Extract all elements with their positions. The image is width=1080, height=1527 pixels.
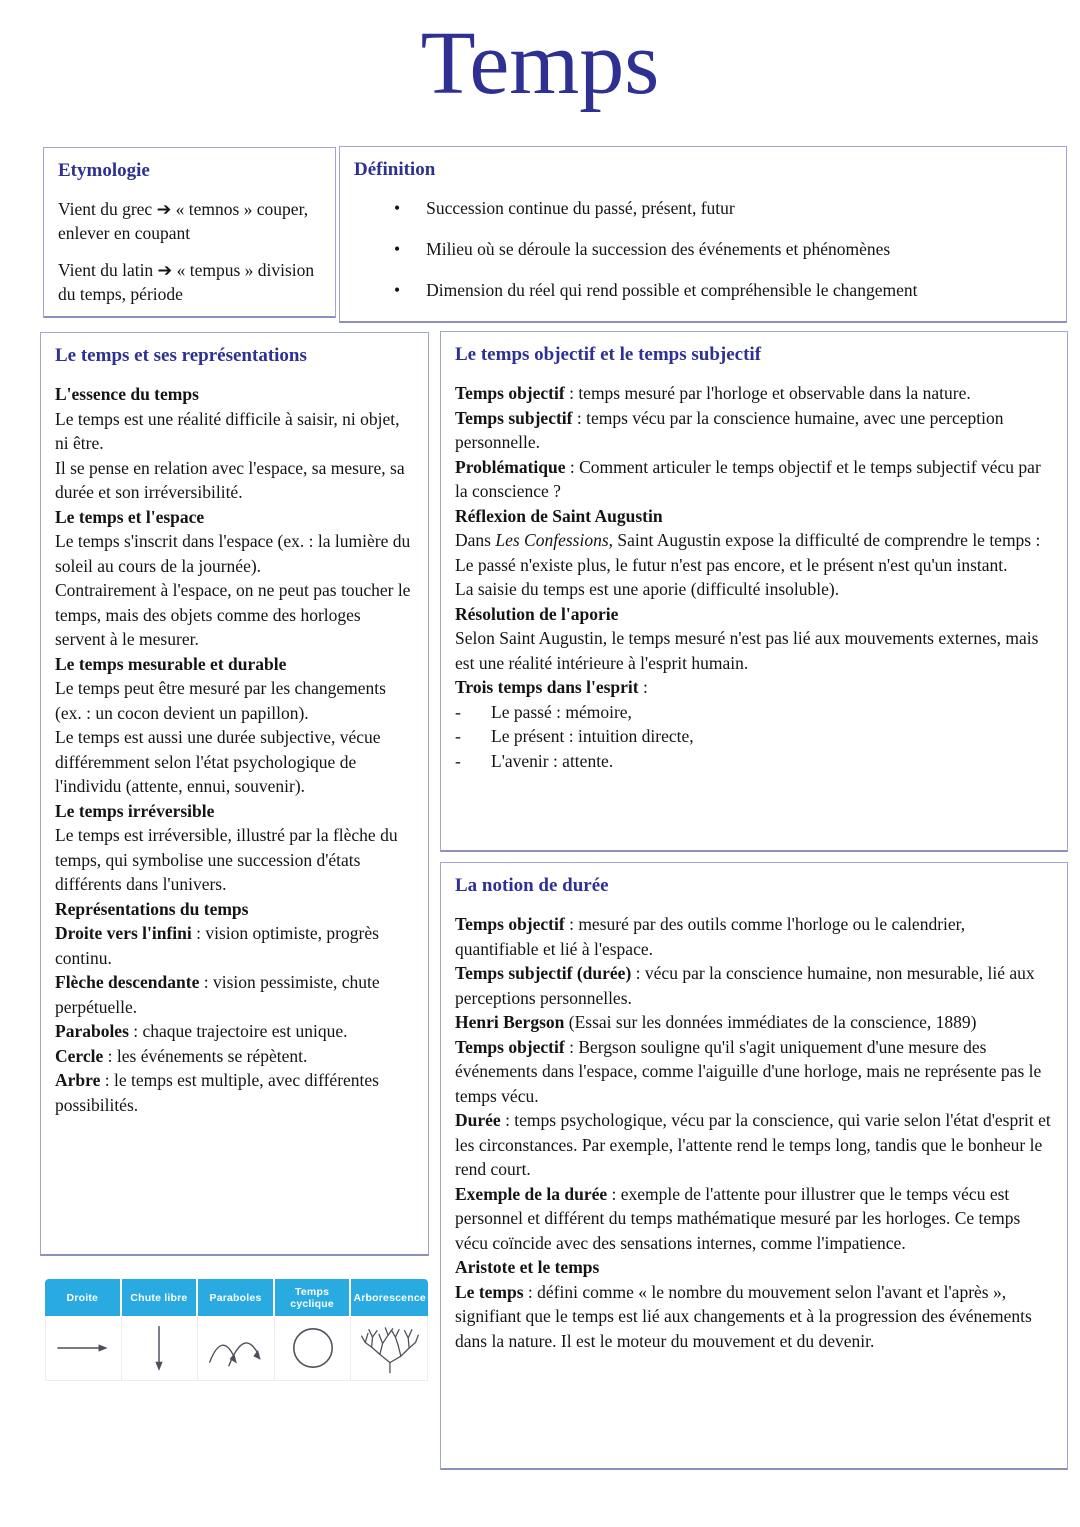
duration-content: [455, 912, 1053, 1353]
text-block: Il se pense en relation avec l'espace, sa mesure, sa durée et son irréversibilité.: [55, 457, 405, 502]
bullet-marker: •: [394, 239, 401, 259]
subheading-block: Le temps mesurable et durable: [55, 653, 287, 674]
definition-item: [394, 278, 1052, 302]
dash-list-item: - Le présent : intuition directe,: [455, 724, 1053, 749]
subheading-block: Le temps irréversible: [55, 800, 215, 821]
text-block: La saisie du temps est une aporie (difficulté insoluble).: [455, 579, 840, 599]
text-block: Le temps est aussi une durée subjective, vécue différemment selon l'état psychologique de l'individu (attente, ennui, souvenir).: [55, 727, 381, 796]
table-header-droite: Droite: [45, 1279, 122, 1316]
term-block: Henri Bergson (Essai sur les données immédiates de la conscience, 1889): [455, 1012, 977, 1032]
term-block: Paraboles : chaque trajectoire est unique.: [55, 1021, 348, 1041]
duration-box: [440, 862, 1068, 1470]
term-block: Exemple de la durée : exemple de l'attente pour illustrer que le temps vécu est personnel et différent du temps mathématique mesuré par les horloges. Ce temps vécu coïncide avec des sensations internes, comme l'impatience.: [455, 1183, 1021, 1253]
definition-item-text: Milieu où se déroule la succession des événements et phénomènes: [426, 239, 891, 259]
subheading-block: Réflexion de Saint Augustin: [455, 505, 663, 526]
subheading-block: L'essence du temps: [55, 384, 199, 404]
tree-icon: [351, 1316, 428, 1381]
term-block: Durée : temps psychologique, vécu par la conscience, qui varie selon l'état d'esprit et les circonstances. Par exemple, l'attente rend le temps long, tandis que le bonheur le rend court.: [455, 1110, 1051, 1179]
term-block: Temps objectif : temps mesuré par l'horloge et observable dans la nature.: [455, 383, 971, 403]
table-column-arborescence: [351, 1279, 428, 1381]
subheading-block: Aristote et le temps: [455, 1257, 600, 1277]
bullet-marker: •: [394, 198, 401, 218]
objective-subjective-content: [455, 381, 1053, 773]
term-block: Arbre : le temps est multiple, avec différentes possibilités.: [55, 1070, 379, 1115]
term-block: Flèche descendante : vision pessimiste, chute perpétuelle.: [55, 972, 380, 1017]
term-block: Temps objectif : Bergson souligne qu'il s'agit uniquement d'une mesure des événements dans l'espace, comme l'aiguille d'une horloge, mais ne représente pas le temps vécu.: [455, 1036, 1042, 1106]
term-block: Temps objectif : mesuré par des outils comme l'horloge ou le calendrier, quantifiable et lié à l'espace.: [455, 914, 966, 959]
table-column-droite: [45, 1279, 122, 1381]
text-block: Le passé n'existe plus, le futur n'est pas encore, et le présent n'est qu'un instant.: [455, 554, 1008, 575]
text-block: Le temps s'inscrit dans l'espace (ex. : la lumière du soleil au cours de la journée).: [55, 531, 411, 576]
etymology-entry: Vient du latin ➔ « tempus » division du temps, période: [58, 260, 315, 304]
etymology-heading: Etymologie: [58, 160, 150, 181]
dash-list-item: - L'avenir : attente.: [455, 749, 1053, 774]
definition-heading: Définition: [354, 159, 436, 180]
term-block: Temps subjectif : temps vécu par la conscience humaine, avec une perception personnelle.: [455, 407, 1004, 452]
page-title: Temps: [420, 14, 660, 113]
right-arrow-icon: [45, 1316, 122, 1381]
definition-list: [354, 196, 1052, 302]
duration-heading: La notion de durée: [455, 875, 609, 896]
representations-table: [45, 1279, 428, 1381]
text-block: Contrairement à l'espace, on ne peut pas toucher le temps, mais des objets comme des horloges servent à le mesurer.: [55, 580, 411, 649]
definition-item: [394, 196, 1052, 220]
term-block: Cercle : les événements se répètent.: [55, 1045, 308, 1066]
term-block: Droite vers l'infini : vision optimiste, progrès continu.: [55, 923, 379, 968]
term-block: Le temps : défini comme « le nombre du mouvement selon l'avant et l'après », signifiant que le temps est lié aux changements et à la progression des événements dans la nature. Il est le moteur du mouvement et du devenir.: [455, 1281, 1032, 1351]
table-header-chute-libre: Chute libre: [122, 1279, 199, 1316]
text-block: Le temps est une réalité difficile à saisir, ni objet, ni être.: [55, 408, 400, 453]
objective-subjective-box: [440, 331, 1068, 852]
table-header-paraboles: Paraboles: [198, 1279, 275, 1316]
dash-marker: -: [455, 701, 461, 722]
dash-marker: -: [455, 726, 461, 746]
definition-item-text: Succession continue du passé, présent, futur: [426, 198, 735, 218]
dash-marker: -: [455, 750, 461, 771]
down-arrow-icon: [122, 1316, 199, 1381]
text-block: Le temps est irréversible, illustré par la flèche du temps, qui symbolise une succession d'états différents dans l'univers.: [55, 825, 398, 894]
circle-icon: [275, 1316, 352, 1381]
table-column-chute-libre: [122, 1279, 199, 1381]
subheading-block: Représentations du temps: [55, 898, 249, 919]
text-block: Le temps peut être mesuré par les changements (ex. : un cocon devient un papillon).: [55, 678, 386, 723]
table-column-paraboles: [198, 1279, 275, 1381]
text-block: Selon Saint Augustin, le temps mesuré n'est pas lié aux mouvements externes, mais est une réalité intérieure à l'esprit humain.: [455, 628, 1039, 673]
subheading-block: Le temps et l'espace: [55, 506, 205, 527]
text-block: Dans Les Confessions, Saint Augustin expose la difficulté de comprendre le temps :: [455, 530, 1041, 550]
etymology-entry: Vient du grec ➔ « temnos » couper, enlever en coupant: [58, 199, 309, 243]
representations-content: [55, 382, 414, 1117]
definition-item-text: Dimension du réel qui rend possible et compréhensible le changement: [426, 280, 918, 300]
table-header-arborescence: Arborescence: [351, 1279, 428, 1316]
bullet-marker: •: [394, 280, 401, 300]
term-block: Trois temps dans l'esprit :: [455, 677, 648, 697]
italic-work-title: Les Confessions: [495, 530, 609, 550]
term-block: Problématique : Comment articuler le temps objectif et le temps subjectif vécu par la conscience ?: [455, 456, 1041, 501]
table-column-temps-cyclique: [275, 1279, 352, 1381]
representations-box: [40, 332, 429, 1256]
etymology-box: [43, 147, 336, 318]
objective-subjective-heading: Le temps objectif et le temps subjectif: [455, 344, 762, 365]
table-header-temps-cyclique: Temps cyclique: [275, 1279, 352, 1316]
subheading-block: Résolution de l'aporie: [455, 603, 619, 624]
dash-list-item: - Le passé : mémoire,: [455, 700, 1053, 725]
definition-box: [339, 146, 1067, 323]
parabolas-icon: [198, 1316, 275, 1381]
representations-heading: Le temps et ses représentations: [55, 345, 307, 366]
term-block: Temps subjectif (durée) : vécu par la conscience humaine, non mesurable, lié aux perceptions personnelles.: [455, 963, 1035, 1008]
definition-item: [394, 237, 1052, 261]
